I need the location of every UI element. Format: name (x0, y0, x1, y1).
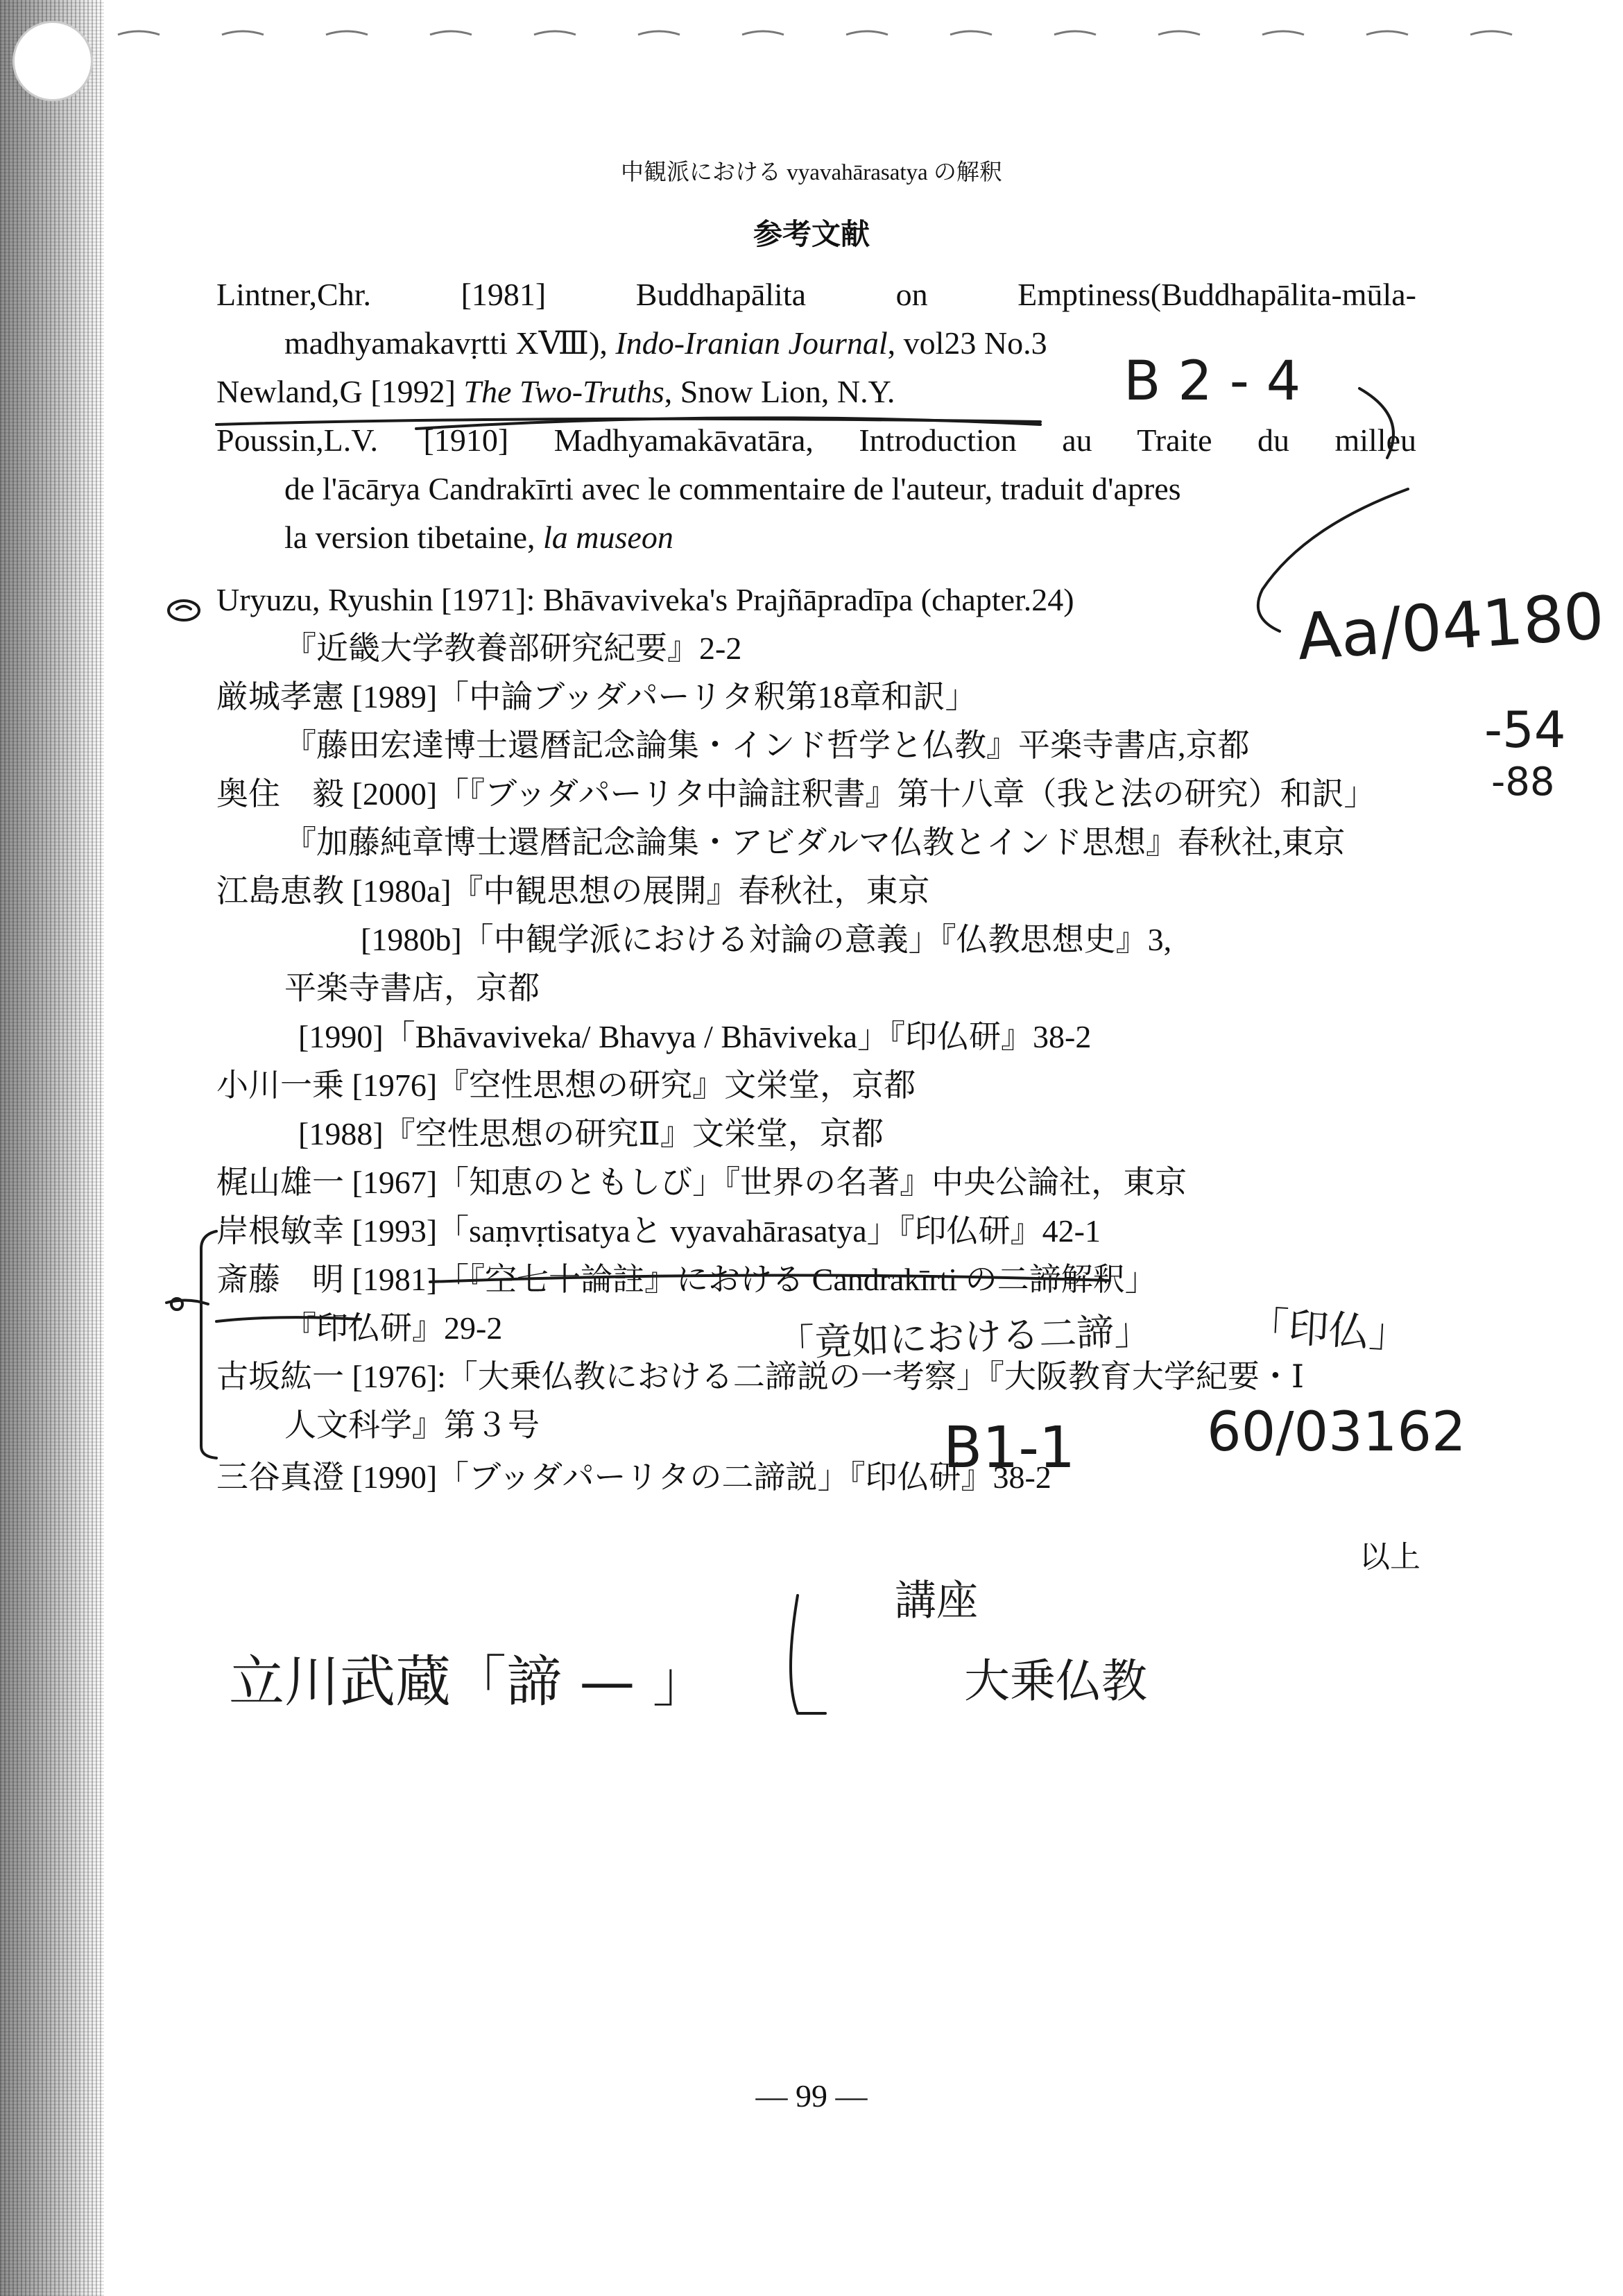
reference-line (216, 1158, 1187, 1207)
reference-line (216, 673, 977, 721)
reference-italic-title: la museon (543, 520, 673, 555)
reference-line (216, 1256, 1157, 1304)
reference-text: la version tibetaine, (284, 520, 543, 555)
reference-text: 厳城孝憲 [1989]「中論ブッダパーリタ釈第18章和訳」 (216, 679, 977, 714)
handwritten-call-60: 60/03162 (1207, 1401, 1466, 1464)
reference-text: madhyamakavṛtti XⅧ), (284, 325, 616, 361)
reference-text: Uryuzu, Ryushin [1971]: Bhāvaviveka's Prajñāpradīpa (chapter.24) (216, 582, 1074, 617)
reference-text: 岸根敏幸 [1993]「saṃvṛtisatyaと vyavahārasatya」『印仏研』42-1 (216, 1213, 1101, 1249)
reference-italic-title: Indo-Iranian Journal (615, 325, 888, 361)
reference-line (284, 964, 540, 1013)
handwritten-note-bottom: 立川武蔵「諦 — 」 (229, 1650, 708, 1714)
page-number: — 99 — (755, 2078, 868, 2114)
reference-line (216, 770, 1375, 819)
reference-line (284, 624, 741, 673)
reference-line (284, 1401, 540, 1450)
reference-line (216, 867, 930, 916)
handwritten-note-right: 「印仏」 (1247, 1301, 1411, 1358)
reference-line (216, 1207, 1101, 1256)
reference-line (284, 721, 1250, 770)
reference-text: 三谷真澄 [1990]「ブッダパーリタの二諦説」『印仏研』38-2 (216, 1459, 1051, 1495)
reference-text: 『印仏研』29-2 (284, 1310, 503, 1346)
reference-line (216, 1061, 916, 1110)
reference-text: 平楽寺書店，京都 (284, 970, 540, 1006)
reference-text: 梶山雄一 [1967]「知恵のともしび」『世界の名著』中央公論社，東京 (216, 1165, 1187, 1200)
reference-text: [1980b]「中観学派における対論の意義」『仏教思想史』3, (361, 922, 1172, 957)
reference-text: 『藤田宏達博士還暦記念論集・インド哲学と仏教』平楽寺書店,京都 (284, 728, 1250, 763)
handwritten-call-b24: B 2 - 4 (1124, 350, 1301, 413)
reference-italic-title: The Two-Truths (463, 374, 664, 409)
reference-text: 人文科学』第３号 (284, 1407, 540, 1443)
handwritten-note-mid: 「竟如における二諦」 (776, 1308, 1153, 1366)
section-title: 参考文献 (753, 217, 870, 251)
reference-text: 古坂紘一 [1976]:「大乗仏教における二諦説の一考察」『大阪教育大学紀要・Ⅰ (216, 1359, 1305, 1394)
reference-text: Lintner,Chr. [1981] Buddhapālita on Emptiness(Buddhapālita-mūla- (216, 277, 1416, 312)
reference-text: 小川一乗 [1976]『空性思想の研究』文栄堂，京都 (216, 1068, 916, 1103)
reference-line (284, 1304, 502, 1353)
reference-text: Newland,G [1992] (216, 374, 464, 409)
reference-text: 『加藤純章博士還暦記念論集・アビダルマ仏教とインド思想』春秋社,東京 (284, 825, 1346, 860)
reference-text: 奥住 毅 [2000]「『ブッダパーリタ中論註釈書』第十八章（我と法の研究）和訳」 (216, 776, 1376, 812)
reference-text: , vol23 No.3 (887, 325, 1047, 361)
reference-line (216, 368, 895, 416)
reference-line (298, 1013, 1091, 1061)
reference-line (284, 819, 1346, 867)
handwritten-call-aa: Aa/04180 (1294, 579, 1607, 675)
reference-line (216, 576, 1074, 624)
handwritten-num-54: -54 (1484, 701, 1566, 759)
reference-line (284, 465, 1181, 513)
handwritten-note-right-bottom: 大乗仏教 (964, 1654, 1147, 1708)
reference-line (216, 416, 1416, 465)
reference-line (298, 1110, 884, 1158)
reference-line (284, 319, 1047, 368)
reference-text: , Snow Lion, N.Y. (664, 374, 895, 409)
reference-line (216, 271, 1416, 319)
reference-line (216, 1353, 1304, 1401)
running-head: 中観派における vyavahārasatya の解釈 (621, 160, 1002, 185)
reference-line (284, 513, 673, 562)
reference-text: 江島恵教 [1980a]『中観思想の展開』春秋社，東京 (216, 873, 930, 909)
reference-line (361, 916, 1171, 964)
reference-line (216, 1453, 1051, 1502)
handwritten-num-88: -88 (1491, 760, 1555, 805)
reference-text: 斎藤 明 [1981]「『空七十論註』における Candrakīrti の二諦解釈」 (216, 1262, 1157, 1297)
closing-mark: 以上 (1359, 1540, 1420, 1574)
reference-text: [1988]『空性思想の研究Ⅱ』文栄堂，京都 (298, 1116, 884, 1151)
reference-text: [1990]「Bhāvaviveka/ Bhavya / Bhāviveka」『印仏研』38-2 (298, 1019, 1092, 1054)
handwritten-call-b11: B1-1 (943, 1415, 1076, 1481)
handwritten-note-top-small: 講座 (895, 1577, 978, 1625)
reference-text: de l'ācārya Candrakīrti avec le commentaire de l'auteur, traduit d'apres (284, 471, 1181, 506)
reference-text: Poussin,L.V. [1910] Madhyamakāvatāra, Introduction au Traite du milleu (216, 422, 1416, 458)
reference-text: 『近畿大学教養部研究紀要』2-2 (284, 631, 742, 666)
